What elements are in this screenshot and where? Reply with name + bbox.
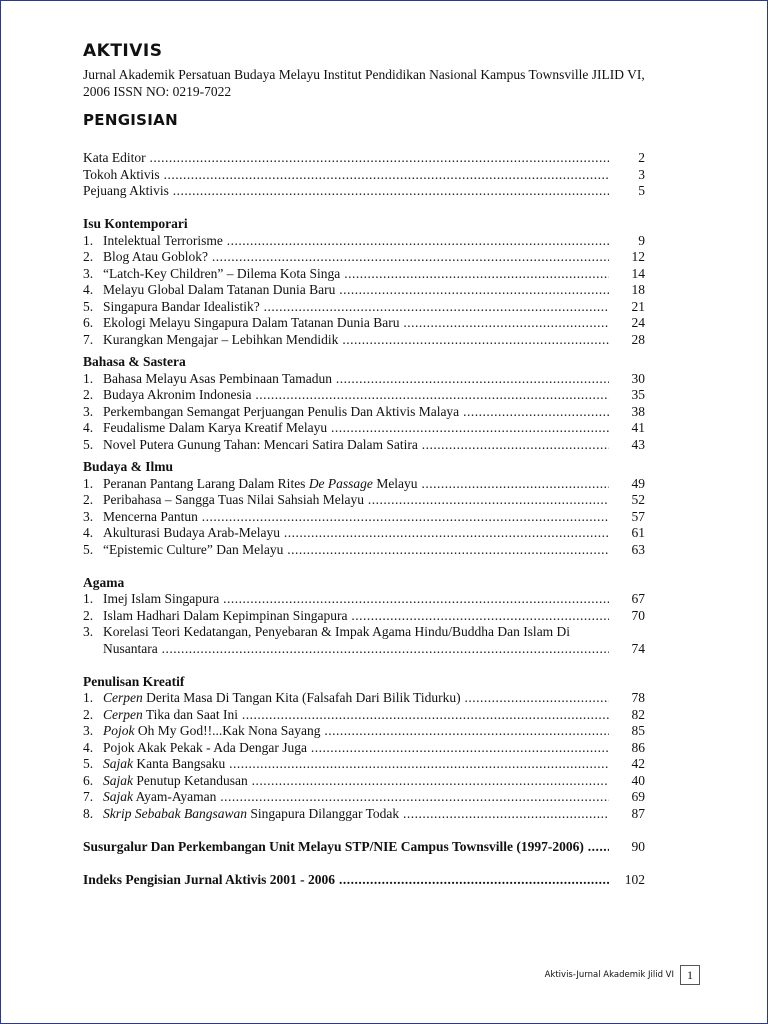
toc-entry: 3. Pojok Oh My God!!...Kak Nona Sayang ..... 85 xyxy=(83,723,645,740)
page-footer xyxy=(530,963,700,987)
toc-entry: 1. Cerpen Derita Masa Di Tangan Kita (Falsafah Dari Bilik Tidurku) ..... 78 xyxy=(83,690,645,707)
subtitle-line-2: 2006 ISSN NO: 0219-7022 xyxy=(83,84,232,99)
subtitle-line-1: Jurnal Akademik Persatuan Budaya Melayu Institut Pendidikan Nasional Kampus Townsville JILID VI, xyxy=(83,67,645,82)
toc-entry-continued: Nusantara ..... 74 xyxy=(83,641,645,658)
page-number: 1 xyxy=(680,965,700,985)
toc-entry: 3. “Latch-Key Children” – Dilema Kota Singa ..... 14 xyxy=(83,266,645,283)
journal-subtitle xyxy=(83,66,645,100)
toc-entry: Tokoh Aktivis ..... 3 xyxy=(83,167,645,184)
toc-group-agama xyxy=(83,575,645,658)
toc-entry: 2. Budaya Akronim Indonesia ..... 35 xyxy=(83,387,645,404)
contents-heading: PENGISIAN xyxy=(83,111,178,129)
toc-entry: 2. Cerpen Tika dan Saat Ini ..... 82 xyxy=(83,707,645,724)
toc-group-budaya xyxy=(83,459,645,558)
toc-entry: 2. Blog Atau Goblok? ..... 12 xyxy=(83,249,645,266)
document-body xyxy=(83,40,645,905)
group-title: Agama xyxy=(83,574,125,590)
toc-entry: 6. Ekologi Melayu Singapura Dalam Tatanan Dunia Baru ..... 24 xyxy=(83,315,645,332)
toc-entry: 5. Singapura Bandar Idealistik? ..... 21 xyxy=(83,299,645,316)
toc-entry: 1. Bahasa Melayu Asas Pembinaan Tamadun ..... 30 xyxy=(83,371,645,388)
toc-entry: Susurgalur Dan Perkembangan Unit Melayu STP/NIE Campus Townsville (1997-2006) ..... 90 xyxy=(83,839,645,856)
toc-entry: 5. Novel Putera Gunung Tahan: Mencari Satira Dalam Satira ..... 43 xyxy=(83,437,645,454)
toc-entry: 2. Islam Hadhari Dalam Kepimpinan Singapura ..... 70 xyxy=(83,608,645,625)
table-of-contents xyxy=(83,150,645,888)
toc-entry: 3. Korelasi Teori Kedatangan, Penyebaran & Impak Agama Hindu/Buddha Dan Islam Di xyxy=(83,624,571,639)
toc-entry: Indeks Pengisian Jurnal Aktivis 2001 - 2006 ..... 102 xyxy=(83,872,645,889)
group-title: Isu Kontemporari xyxy=(83,216,188,231)
toc-entry: 2. Peribahasa – Sangga Tuas Nilai Sahsiah Melayu ..... 52 xyxy=(83,492,645,509)
group-title: Budaya & Ilmu xyxy=(83,459,174,474)
toc-entry: 3. Mencerna Pantun ..... 57 xyxy=(83,509,645,526)
journal-title: AKTIVIS xyxy=(83,41,163,61)
toc-entry: 4. Feudalisme Dalam Karya Kreatif Melayu ..... 41 xyxy=(83,420,645,437)
toc-entry: 6. Sajak Penutup Ketandusan ..... 40 xyxy=(83,773,645,790)
toc-group-closing-1 xyxy=(83,839,645,856)
toc-entry: Kata Editor ..... 2 xyxy=(83,150,645,167)
toc-entry: 5. “Epistemic Culture” Dan Melayu ..... 63 xyxy=(83,542,645,559)
toc-entry: 7. Kurangkan Mengajar – Lebihkan Mendidik ..... 28 xyxy=(83,332,645,349)
toc-entry: Pejuang Aktivis ..... 5 xyxy=(83,183,645,200)
toc-entry: 1. Imej Islam Singapura ..... 67 xyxy=(83,591,645,608)
toc-entry: 4. Pojok Akak Pekak - Ada Dengar Juga ..... 86 xyxy=(83,740,645,757)
toc-group-isu xyxy=(83,216,645,348)
toc-entry: 8. Skrip Sebabak Bangsawan Singapura Dilanggar Todak ..... 87 xyxy=(83,806,645,823)
toc-group-bahasa xyxy=(83,354,645,453)
group-title: Penulisan Kreatif xyxy=(83,673,185,689)
group-title: Bahasa & Sastera xyxy=(83,354,186,369)
toc-entry: 5. Sajak Kanta Bangsaku ..... 42 xyxy=(83,756,645,773)
footer-journal-name: Aktivis-Jurnal Akademik Jilid VI xyxy=(544,970,674,980)
toc-entry: 4. Melayu Global Dalam Tatanan Dunia Baru ..... 18 xyxy=(83,282,645,299)
toc-entry: 1. Peranan Pantang Larang Dalam Rites De Passage Melayu ..... 49 xyxy=(83,476,645,493)
toc-group-penulisan xyxy=(83,674,645,823)
toc-entry: 1. Intelektual Terrorisme ..... 9 xyxy=(83,233,645,250)
toc-entry: 3. Perkembangan Semangat Perjuangan Penulis Dan Aktivis Malaya ..... 38 xyxy=(83,404,645,421)
toc-group-front xyxy=(83,150,645,200)
toc-entry: 4. Akulturasi Budaya Arab-Melayu ..... 61 xyxy=(83,525,645,542)
toc-group-closing-2 xyxy=(83,872,645,889)
toc-entry: 7. Sajak Ayam-Ayaman ..... 69 xyxy=(83,789,645,806)
